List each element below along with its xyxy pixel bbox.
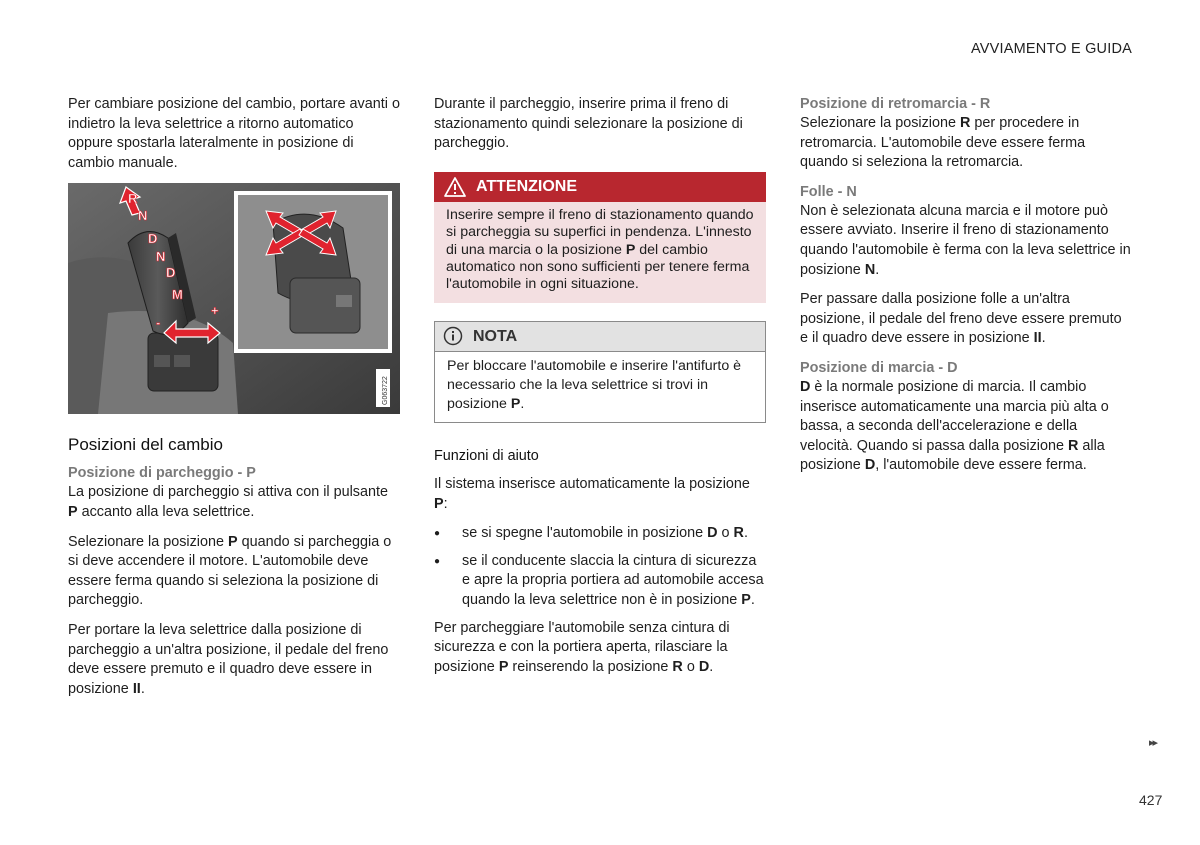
figure-code: G063722: [382, 376, 389, 406]
park-paragraph-1: La posizione di parcheggio si attiva con il pulsante P accanto alla leva selettrice.: [68, 484, 388, 520]
neutral-paragraph-2: Per passare dalla posizione folle a un'altra posizione, il pedale del freno deve essere premuto e il quadro deve essere in posizione II.: [800, 291, 1122, 347]
lever-label-n2: N: [156, 249, 166, 265]
note-title: NOTA: [473, 327, 518, 345]
intro-paragraph: Per cambiare posizione del cambio, portare avanti o indietro la leva selettrice a ritorno automatico oppure spostarla lateralmente in posizione di cambio manuale.: [68, 96, 400, 171]
help-intro: Il sistema inserisce automaticamente la posizione P:: [434, 476, 750, 512]
lever-label-minus: -: [156, 315, 161, 331]
lever-label-r: R: [128, 191, 138, 207]
list-item: ● se il conducente slaccia la cintura di sicurezza e apre la propria portiera ad automobile accesa quando la leva selettrice non è in posizione P.: [434, 552, 766, 611]
lever-label-d2: D: [166, 265, 176, 281]
drive-paragraph: D è la normale posizione di marcia. Il cambio inserisce automaticamente una marcia più alta o bassa, a seconda dell'accelerazione e della velocità. Quando si passa dalla posizione R alla posizione D, l'automobile deve essere ferma.: [800, 378, 1109, 474]
page-number: 427: [1139, 792, 1163, 808]
column-3: [800, 95, 1132, 486]
note-header: [435, 322, 765, 352]
park-paragraph-2: Selezionare la posizione P quando si parcheggia o si deve accendere il motore. L'automobile deve essere ferma quando si seleziona la posizione di parcheggio.: [68, 533, 392, 609]
list-item: ● se si spegne l'automobile in posizione D o R.: [434, 524, 766, 544]
help-bullet-list: [434, 524, 766, 610]
park-subheading: Posizione di parcheggio - P: [68, 465, 256, 482]
park-paragraph-3: Per portare la leva selettrice dalla posizione di parcheggio a un'altra posizione, il pedale del freno deve essere premuto e il quadro deve essere in posizione II.: [68, 621, 389, 697]
reverse-paragraph: Selezionare la posizione R per procedere in retromarcia. L'automobile deve essere ferma quando si seleziona la retromarcia.: [800, 115, 1086, 171]
lever-label-n: N: [138, 208, 148, 224]
lever-label-plus: +: [211, 303, 219, 319]
lever-label-d: D: [148, 231, 158, 247]
neutral-paragraph-1: Non è selezionata alcuna marcia e il motore può essere avviato. Inserire il freno di stazionamento quando l'automobile è ferma con la leva selettrice in posizione N.: [800, 202, 1131, 278]
column-1: [68, 95, 400, 709]
lever-label-m: M: [172, 287, 183, 303]
column-2: [434, 95, 766, 687]
neutral-subheading: Folle - N: [800, 183, 857, 200]
warning-title: ATTENZIONE: [476, 177, 578, 195]
next-page-arrow-icon: ▸▸: [1149, 737, 1157, 749]
info-icon: [443, 326, 463, 346]
note-box: [434, 321, 766, 424]
help-outro: Per parcheggiare l'automobile senza cintura di sicurezza e con la portiera aperta, rilasciare la posizione P reinserendo la posizione R o D.: [434, 619, 730, 675]
reverse-subheading: Posizione di retromarcia - R: [800, 96, 991, 112]
warning-box: [434, 172, 766, 303]
warning-text: Inserire sempre il freno di stazionamento quando si parcheggia su superfici in pendenza. L'innesto di una marcia o la posizione P del cambio automatico non sono sufficienti per tenere ferma l'automobile in ogni situazione.: [446, 206, 754, 293]
warning-triangle-icon: [444, 177, 466, 197]
gear-positions-heading: Posizioni del cambio: [68, 435, 223, 455]
gear-lever-drawing: [68, 183, 400, 414]
help-functions-heading: Funzioni di aiuto: [434, 448, 539, 465]
warning-header: [434, 172, 766, 202]
parking-intro: Durante il parcheggio, inserire prima il freno di stazionamento quindi selezionare la posizione di parcheggio.: [434, 96, 743, 152]
gear-selector-illustration: [68, 183, 400, 414]
drive-subheading: Posizione di marcia - D: [800, 359, 958, 376]
section-title: AVVIAMENTO E GUIDA: [971, 41, 1132, 57]
note-text: Per bloccare l'automobile e inserire l'antifurto è necessario che la leva selettrice si trovi in posizione P.: [447, 357, 742, 413]
